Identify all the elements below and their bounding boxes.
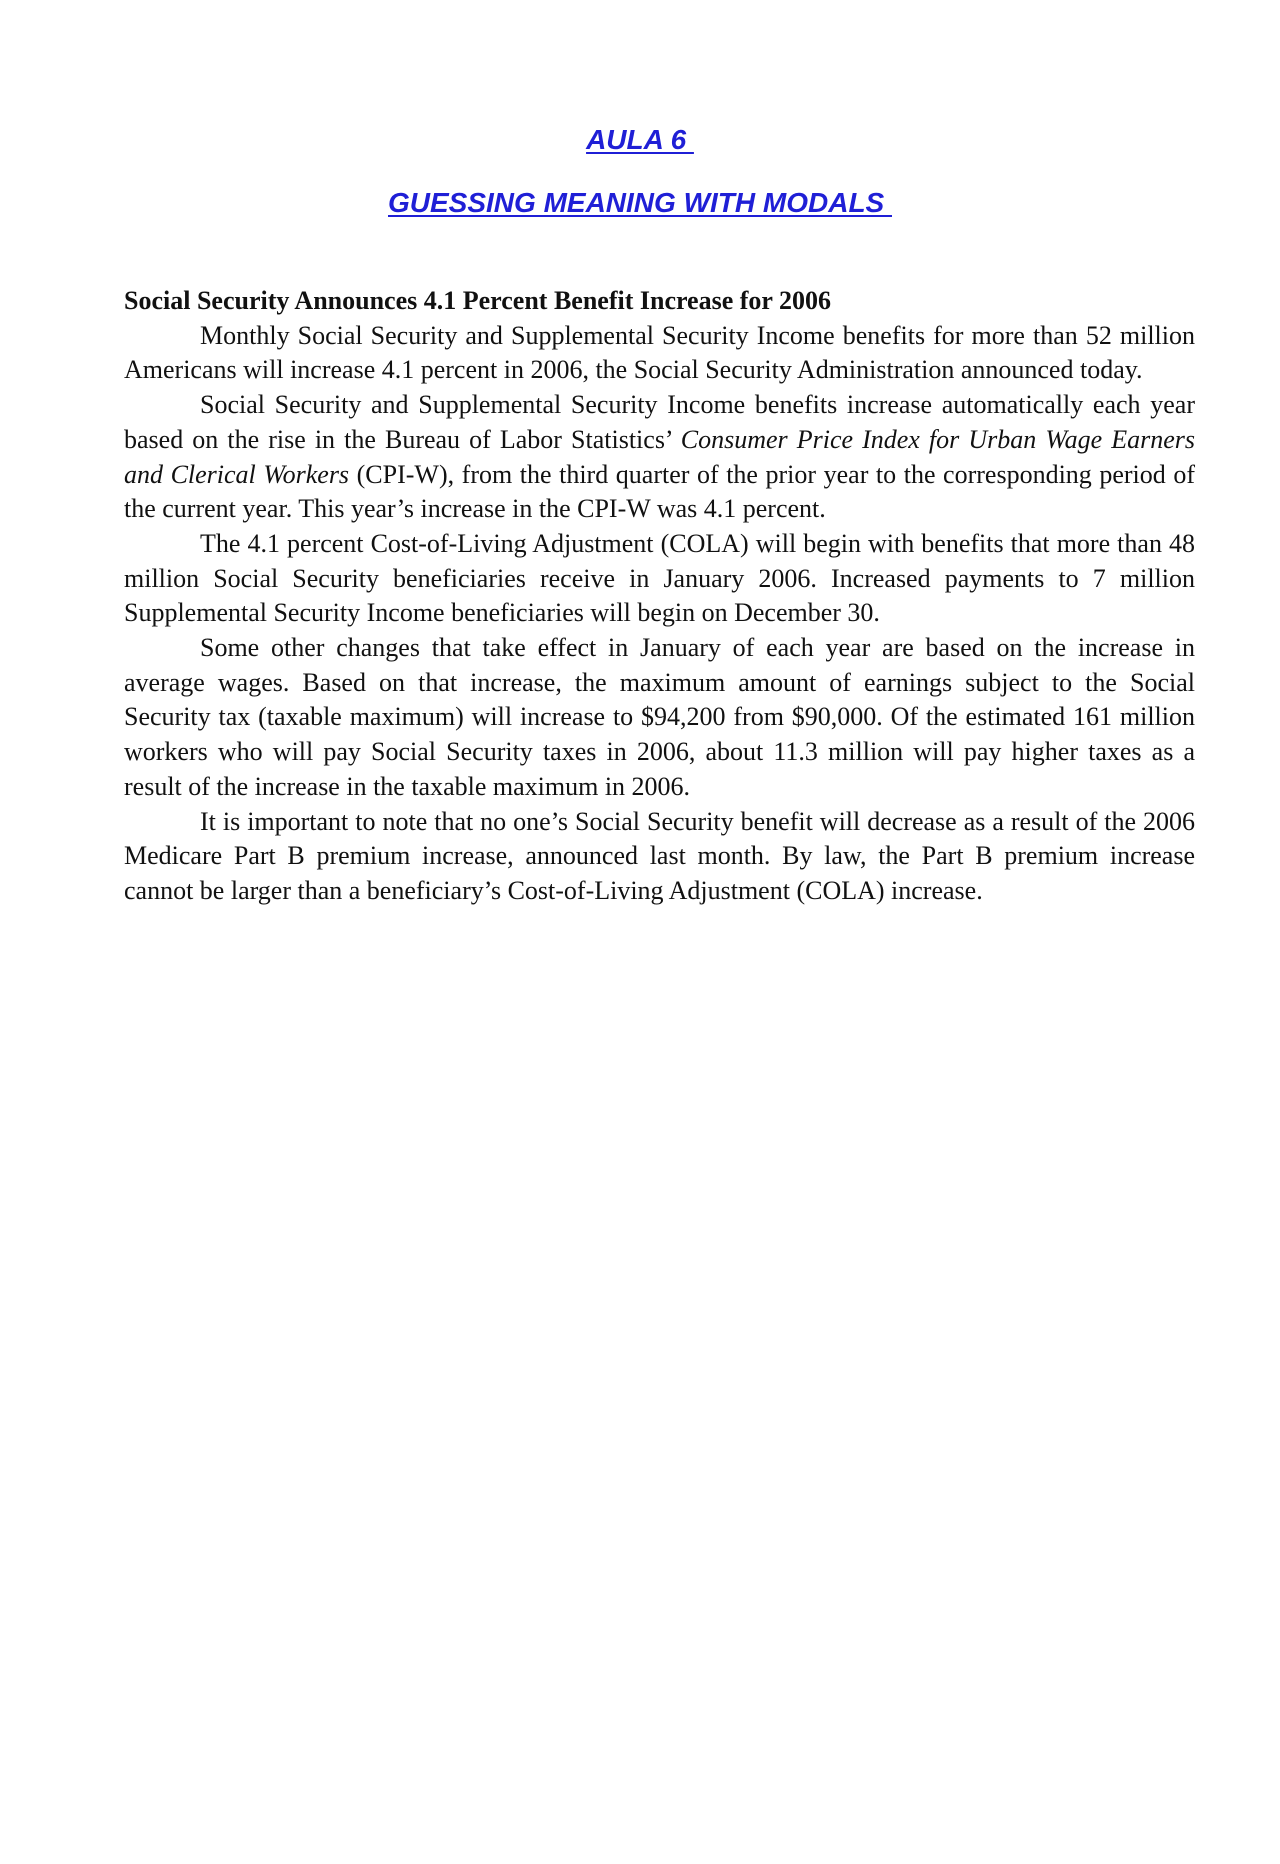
article-title: Social Security Announces 4.1 Percent Benefit Increase for 2006 [124, 286, 831, 315]
paragraph-2-text-start: Social Security and Supplemental Security Income benefits increase automatically each year based on the rise in the Bureau of Labor Statistics’ [124, 390, 1195, 454]
paragraph-2-text-end: (CPI-W), from the third quarter of the prior year to the corresponding period of the current year. This year’s increase in the CPI-W was 4.1 percent. [124, 459, 1196, 524]
paragraph-5: It is important to note that no one’s Social Security benefit will decrease as a result of the 2006 Medicare Part B premium increase, announced last month. By law, the Part B premium increase cannot be larger than a beneficiary’s Cost-of-Living Adjustment (COLA) increase. [124, 806, 1195, 905]
paragraph-2 [124, 388, 1195, 527]
paragraph-3: The 4.1 percent Cost-of-Living Adjustment (COLA) will begin with benefits that more than 48 million Social Security beneficiaries receive in January 2006. Increased payments to 7 million Supplemental Security Income beneficiaries will begin on December 30. [124, 528, 1195, 628]
paragraph-1: Monthly Social Security and Supplemental Security Income benefits for more than 52 million Americans will increase 4.1 percent in 2006, the Social Security Administration announced today. [124, 320, 1195, 385]
lesson-title: GUESSING MEANING WITH MODALS [388, 187, 892, 218]
cpi-w-full-name: Consumer Price Index for Urban Wage Earners and Clerical Workers [124, 424, 1195, 489]
article [124, 284, 1195, 909]
paragraph-4: Some other changes that take effect in January of each year are based on the increase in average wages. Based on that increase, the maximum amount of earnings subject to the Social Security tax (taxable maximum) will increase to $94,200 from $90,000. Of the estimated 161 million workers who will pay Social Security taxes in 2006, about 11.3 million will pay higher taxes as a result of the increase in the taxable maximum in 2006. [124, 633, 1195, 801]
lesson-label: AULA 6 [586, 124, 694, 155]
